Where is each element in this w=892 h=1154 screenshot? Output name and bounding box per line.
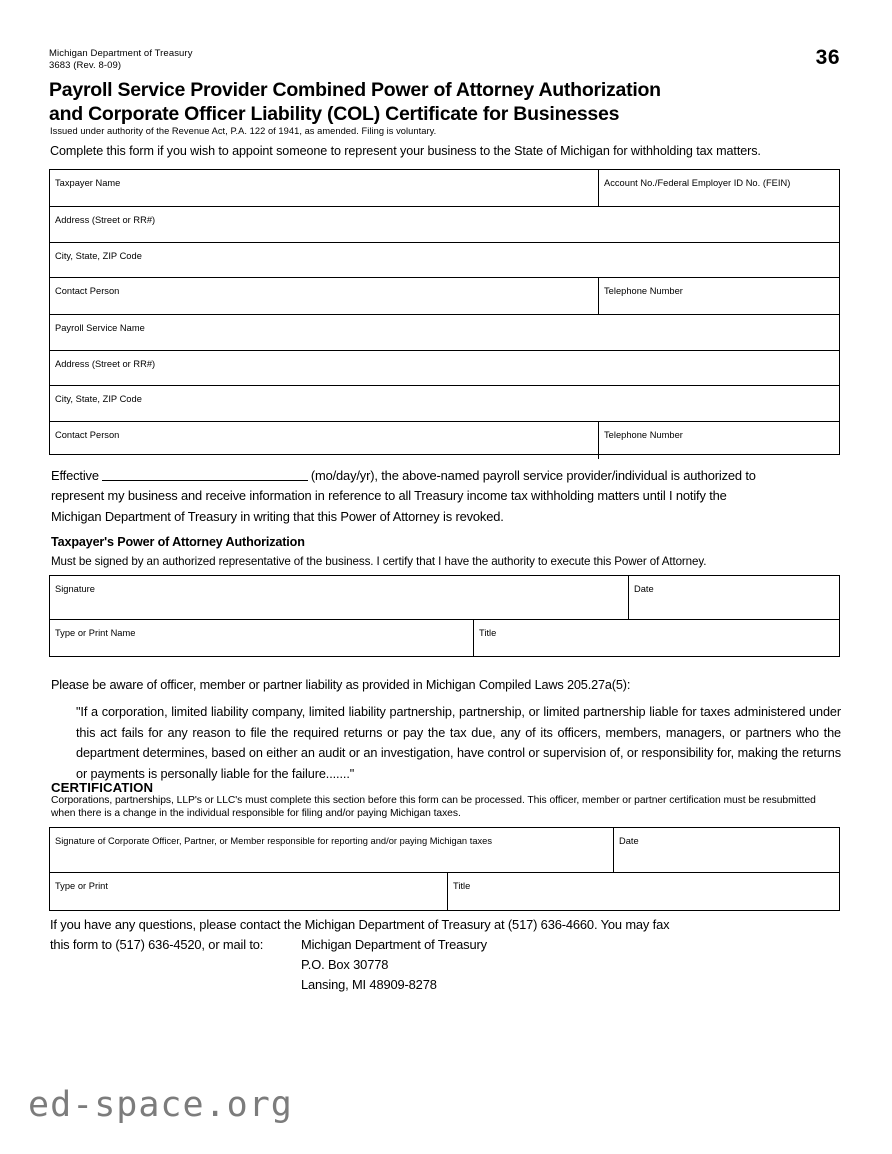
field-label: Contact Person bbox=[55, 429, 120, 440]
field-label: Signature bbox=[55, 584, 95, 594]
table-row bbox=[50, 873, 839, 910]
poa-section-heading: Taxpayer's Power of Attorney Authorization bbox=[51, 535, 305, 549]
agency-name: Michigan Department of Treasury bbox=[49, 48, 193, 59]
table-row bbox=[50, 351, 839, 387]
table-row bbox=[50, 620, 839, 656]
issued-authority-note: Issued under authority of the Revenue Act, P.A. 122 of 1941, as amended. Filing is voluntary. bbox=[50, 126, 437, 136]
effective-prefix: Effective bbox=[51, 468, 99, 483]
mailing-address-line-3: Lansing, MI 48909-8278 bbox=[301, 977, 437, 992]
field-label: Address (Street or RR#) bbox=[55, 358, 156, 369]
liability-statute-quote: "If a corporation, limited liability company, limited liability partnership, partnership, or limited partnership liable for taxes administered under this act fails for any reason to file the required returns or pay the tax due, any of its officers, members, managers, or partners who the department determines, based on either an audit or an investigation, have control or supervision of, or responsibility for, making the returns or payments is personally liable for the failure......." bbox=[76, 705, 841, 781]
field-cert-officer-signature[interactable] bbox=[50, 828, 614, 872]
field-taxpayer-name[interactable] bbox=[50, 170, 599, 206]
table-row bbox=[50, 315, 839, 351]
field-poa-signature[interactable] bbox=[50, 576, 629, 619]
field-payroll-service-address[interactable] bbox=[50, 351, 839, 386]
mailing-address-line-1: Michigan Department of Treasury bbox=[301, 937, 487, 952]
field-label: City, State, ZIP Code bbox=[55, 250, 142, 261]
field-label: Address (Street or RR#) bbox=[55, 215, 156, 225]
field-label: City, State, ZIP Code bbox=[55, 394, 142, 405]
field-label: Taxpayer Name bbox=[55, 178, 121, 188]
field-label: Type or Print Name bbox=[55, 628, 136, 638]
field-label: Title bbox=[453, 881, 471, 891]
certification-signature-table bbox=[49, 827, 840, 911]
poa-section-subtext: Must be signed by an authorized representative of the business. I certify that I have the authority to execute this Power of Attorney. bbox=[51, 555, 707, 568]
contact-line-2: this form to (517) 636-4520, or mail to: bbox=[50, 937, 264, 952]
form-title-line-1: Payroll Service Provider Combined Power of Attorney Authorization bbox=[49, 79, 661, 101]
table-row bbox=[50, 828, 839, 873]
table-row bbox=[50, 207, 839, 243]
agency-identification bbox=[49, 48, 193, 71]
field-payroll-service-contact-person[interactable] bbox=[50, 422, 599, 459]
effective-line-2: represent my business and receive information in reference to all Treasury income tax withholding matters until I notify the bbox=[51, 488, 727, 504]
watermark: ed-space.org bbox=[28, 1085, 293, 1125]
page-number: 36 bbox=[815, 46, 840, 69]
field-cert-print-name[interactable] bbox=[50, 873, 448, 910]
table-row bbox=[50, 170, 839, 207]
field-account-fein[interactable] bbox=[599, 170, 839, 206]
contact-line-1: If you have any questions, please contact the Michigan Department of Treasury at (517) 636-4660. You may fax bbox=[50, 917, 670, 932]
certification-heading: CERTIFICATION bbox=[51, 780, 154, 795]
poa-signature-table bbox=[49, 575, 840, 657]
field-label: Type or Print bbox=[55, 881, 108, 891]
field-cert-date[interactable] bbox=[614, 828, 839, 872]
field-label: Account No./Federal Employer ID No. (FEIN) bbox=[604, 178, 791, 188]
effective-line-3: Michigan Department of Treasury in writing that this Power of Attorney is revoked. bbox=[51, 508, 504, 524]
liability-intro-text: Please be aware of officer, member or partner liability as provided in Michigan Compiled Laws 205.27a(5): bbox=[51, 678, 631, 692]
field-label: Date bbox=[634, 584, 654, 594]
table-row bbox=[50, 243, 839, 279]
field-label: Date bbox=[619, 836, 639, 846]
table-row bbox=[50, 422, 839, 459]
field-poa-date[interactable] bbox=[629, 576, 839, 619]
mailing-address-line-2: P.O. Box 30778 bbox=[301, 957, 389, 972]
field-label: Payroll Service Name bbox=[55, 323, 145, 334]
table-row bbox=[50, 278, 839, 315]
form-title-line-2: and Corporate Officer Liability (COL) Certificate for Businesses bbox=[49, 103, 620, 125]
taxpayer-and-provider-info-table bbox=[49, 169, 840, 455]
field-label: Title bbox=[479, 628, 497, 638]
table-row bbox=[50, 576, 839, 620]
field-taxpayer-telephone[interactable] bbox=[599, 278, 839, 314]
field-payroll-service-city-state-zip[interactable] bbox=[50, 386, 839, 421]
field-poa-title[interactable] bbox=[474, 620, 839, 656]
table-row bbox=[50, 386, 839, 422]
certification-subtext: Corporations, partnerships, LLP's or LLC's must complete this section before this form can be processed. This officer, member or partner certification must be resubmitted when there is a change in the individual responsible for filing and/or paying Michigan taxes. bbox=[51, 795, 816, 819]
field-label: Signature of Corporate Officer, Partner, or Member responsible for reporting and/or paying Michigan taxes bbox=[55, 836, 493, 846]
field-payroll-service-telephone[interactable] bbox=[599, 422, 839, 459]
mailing-address bbox=[301, 935, 487, 995]
field-cert-title[interactable] bbox=[448, 873, 839, 910]
field-label: Telephone Number bbox=[604, 286, 683, 297]
field-poa-print-name[interactable] bbox=[50, 620, 474, 656]
field-taxpayer-city-state-zip[interactable] bbox=[50, 243, 839, 278]
field-taxpayer-address[interactable] bbox=[50, 207, 839, 242]
effective-date-paragraph bbox=[51, 466, 843, 527]
effective-suffix: (mo/day/yr), the above-named payroll service provider/individual is authorized to bbox=[310, 468, 756, 483]
form-number-revision: 3683 (Rev. 8-09) bbox=[49, 59, 122, 71]
field-label: Telephone Number bbox=[604, 429, 683, 440]
form-instruction: Complete this form if you wish to appoint someone to represent your business to the State of Michigan for withholding tax matters. bbox=[50, 144, 761, 158]
effective-date-input[interactable] bbox=[102, 467, 308, 481]
page-title bbox=[49, 78, 789, 126]
field-payroll-service-name[interactable] bbox=[50, 315, 839, 350]
field-taxpayer-contact-person[interactable] bbox=[50, 278, 599, 314]
field-label: Contact Person bbox=[55, 286, 120, 297]
